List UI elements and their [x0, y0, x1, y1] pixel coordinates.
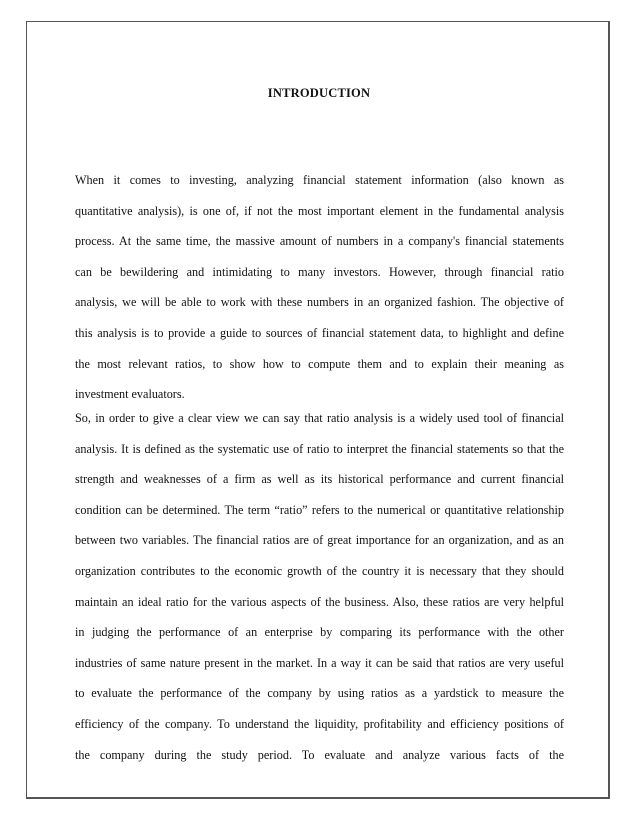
- text-line: efficiency of the company. To understand the liquidity, profitability and efficiency positions of: [75, 716, 564, 731]
- page-title: INTRODUCTION: [267, 86, 371, 101]
- text-line: this analysis is to provide a guide to sources of financial statement data, to highlight and define: [75, 325, 564, 340]
- text-line: the most relevant ratios, to show how to compute them and to explain their meaning as: [75, 356, 564, 371]
- paragraph-intro: [75, 165, 564, 410]
- text-line: industries of same nature present in the market. In a way it can be said that ratios are very useful: [75, 655, 564, 670]
- text-line: between two variables. The financial ratios are of great importance for an organization, and as an: [75, 533, 564, 548]
- text-line: can be bewildering and intimidating to many investors. However, through financial ratio: [75, 264, 564, 279]
- text-line: quantitative analysis), is one of, if not the most important element in the fundamental analysis: [75, 203, 564, 218]
- text-line: strength and weaknesses of a firm as well as its historical performance and current financial: [75, 472, 564, 487]
- text-line: in judging the performance of an enterprise by comparing its performance with the other: [75, 625, 564, 640]
- paragraph-ratio-analysis: [75, 403, 564, 770]
- text-line: condition can be determined. The term “ratio” refers to the numerical or quantitative relationship: [75, 502, 564, 517]
- text-line: to evaluate the performance of the company by using ratios as a yardstick to measure the: [75, 686, 564, 701]
- text-line: process. At the same time, the massive amount of numbers in a company's financial statements: [75, 234, 564, 249]
- text-line: maintain an ideal ratio for the various aspects of the business. Also, these ratios are very helpful: [75, 594, 564, 609]
- text-line: the company during the study period. To evaluate and analyze various facts of the: [75, 747, 564, 762]
- text-line: So, in order to give a clear view we can say that ratio analysis is a widely used tool of financial: [75, 411, 564, 425]
- text-line: When it comes to investing, analyzing financial statement information (also known as: [75, 173, 564, 187]
- text-line: analysis, we will be able to work with these numbers in an organized fashion. The objective of: [75, 295, 564, 310]
- text-line: organization contributes to the economic growth of the country it is necessary that they should: [75, 563, 564, 578]
- text-line: analysis. It is defined as the systematic use of ratio to interpret the financial statements so that the: [75, 441, 564, 456]
- text-line: investment evaluators.: [75, 387, 185, 402]
